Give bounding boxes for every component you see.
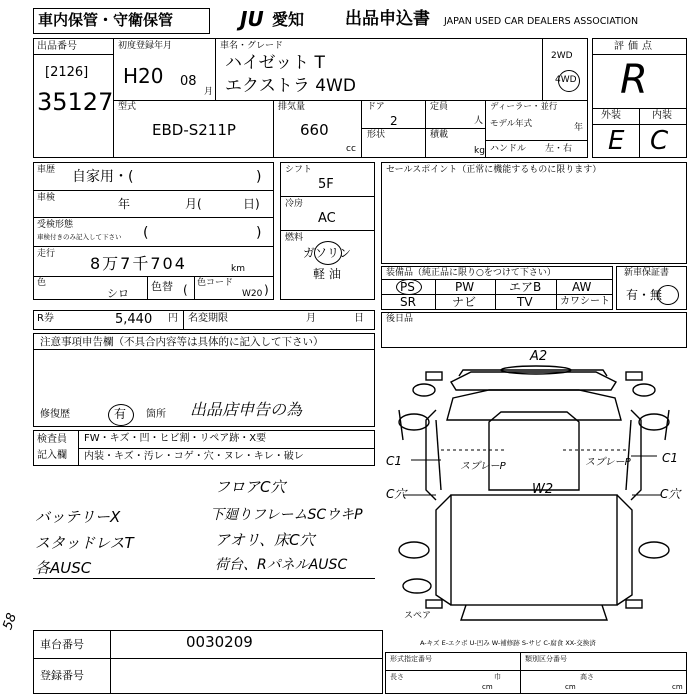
drive-selected-circle: [558, 70, 580, 92]
note-underbody: 下廻りフレームSCウキP: [210, 507, 363, 523]
form-cert-unit-2: cm: [565, 683, 576, 691]
repair-location-label: 箇所: [146, 409, 166, 420]
name-change-label: 名変期限: [188, 313, 228, 324]
inspector-label: 検査員: [37, 434, 67, 445]
history-value: 自家用・(: [72, 169, 134, 185]
inspection-note: 車検付きのみ記入して下さい: [37, 233, 122, 241]
recycle-value: 5,440: [115, 312, 153, 327]
drive-4wd: 4WD: [555, 75, 577, 85]
registration-label: 登録番号: [40, 669, 84, 682]
sales-point-label: セールスポイント（正常に機能するものに限ります）: [386, 165, 602, 175]
repair-value: 有: [114, 407, 127, 421]
color-paren-open: (: [183, 283, 188, 297]
ac-value: AC: [318, 211, 336, 226]
equip-ps: PS: [400, 280, 415, 294]
car-name-label: 車名・グレード: [220, 41, 284, 51]
doors-value: 2: [390, 114, 398, 128]
drive-2wd: 2WD: [551, 51, 573, 61]
color-value: シロ: [107, 287, 129, 300]
sales-point-box: [381, 162, 687, 264]
displacement-unit: cc: [346, 144, 356, 154]
form-cert-label1: 形式指定番号: [390, 655, 432, 663]
diagram-top-mark: A2: [530, 349, 548, 364]
recycle-label: R券: [37, 313, 54, 324]
inspection-close: ): [256, 225, 262, 241]
color-paren-close: ): [264, 283, 269, 297]
shape-label: 形状: [367, 130, 386, 140]
car-name-line2: エクストラ 4WD: [225, 76, 356, 96]
grade-label: 評価点: [614, 41, 656, 52]
fuel-diesel: 軽 油: [313, 267, 341, 281]
chassis-label: 車台番号: [40, 638, 84, 651]
association-name: JAPAN USED CAR DEALERS ASSOCIATION: [444, 16, 639, 27]
warranty-label: 新車保証書: [624, 268, 670, 278]
doors-label: ドア: [367, 102, 385, 112]
equip-aw: AW: [572, 280, 592, 294]
repair-label: 修復歴: [40, 409, 70, 420]
model-value: EBD-S211P: [152, 121, 236, 139]
shaken-day: 日): [243, 197, 260, 211]
note-battery: バッテリーX: [35, 508, 121, 526]
inspector-row2: 内装・キズ・汚レ・コゲ・穴・ヌレ・キレ・破レ: [84, 451, 304, 462]
name-change-day: 日: [354, 313, 364, 324]
model-year-unit: 年: [574, 123, 584, 133]
interior-label: 内装: [652, 110, 672, 121]
side-note: 58: [0, 611, 21, 632]
first-reg-month-unit: 月: [204, 87, 214, 97]
exterior-label: 外装: [601, 110, 621, 121]
notes-label: 注意事項申告欄（不具合内容等は具体的に記入して下さい）: [40, 336, 324, 348]
diagram-spare-label: スペア: [404, 611, 432, 621]
color-label: 色: [37, 278, 47, 288]
mileage-value: 8万7千704: [90, 254, 187, 273]
history-close: ): [256, 169, 262, 185]
equip-sheet: カワシート: [560, 296, 610, 307]
displacement-label: 排気量: [278, 102, 306, 112]
handle-label: ハンドル: [490, 144, 527, 154]
recycle-unit: 円: [168, 313, 178, 324]
form-cert-length: 長さ: [390, 673, 404, 681]
color-code-label: 色コード: [197, 278, 234, 288]
diagram-left-label: スプレーP: [460, 461, 506, 472]
diagram-right-mark: C1: [662, 451, 679, 465]
color-code-value: W20: [242, 289, 263, 299]
repair-location: 出品店申告の為: [190, 400, 303, 419]
lot-label: 出品番号: [37, 41, 77, 52]
shaken-month: 月(: [185, 197, 202, 211]
first-reg-month: 08: [180, 74, 197, 89]
fuel-gas: ガソリン: [303, 246, 352, 260]
exterior-grade: E: [608, 126, 625, 156]
shaken-label: 車検: [37, 193, 56, 203]
grade-value: R: [620, 57, 648, 103]
inspection-open: (: [143, 225, 149, 241]
note-bed: 荷台、RパネルAUSC: [215, 557, 348, 573]
car-name-line1: ハイゼット T: [225, 53, 325, 73]
dealer-label: ディーラー・並行: [490, 102, 558, 112]
note-gate: アオリ、床C穴: [215, 531, 315, 549]
fuel-label: 燃料: [285, 233, 304, 243]
form-cert-height: 高さ: [580, 673, 594, 681]
diagram-center-mark: W2: [532, 482, 554, 497]
equipment-label: 装備品（純正品に限り○をつけて下さい）: [386, 268, 556, 278]
later-date-label: 後日品: [386, 314, 414, 324]
header-title-left: 車内保管・守衛保管: [38, 11, 174, 29]
equip-tv: TV: [517, 295, 533, 309]
capacity-unit: 人: [474, 116, 484, 126]
repair-selected-circle: [108, 404, 134, 426]
note-each: 各AUSC: [35, 559, 92, 577]
diagram-left-hole: C穴: [386, 487, 407, 501]
capacity-label: 定員: [430, 102, 449, 112]
lot-sub-number: [2126]: [45, 65, 89, 80]
form-cert-label2: 類別区分番号: [525, 655, 567, 663]
model-year-label: モデル年式: [490, 119, 533, 129]
mileage-label: 走行: [37, 249, 56, 259]
history-label: 車歴: [37, 165, 56, 175]
diagram-left-mark: C1: [386, 454, 403, 468]
diagram-legend: A-キズ E-エクボ U-凹み W-補修跡 S-サビ C-腐食 XX-交換済: [420, 639, 596, 647]
equip-airbag: エアB: [509, 280, 542, 294]
name-change-month: 月: [306, 313, 316, 324]
shift-label: シフト: [285, 165, 313, 175]
displacement-value: 660: [300, 121, 329, 139]
inspector-row1: FW・キズ・凹・ヒビ割・リペア跡・X要: [84, 433, 267, 444]
warranty-value: 有・無: [626, 288, 663, 302]
diagram-right-label: スプレーP: [585, 457, 631, 468]
equip-sr: SR: [400, 295, 416, 309]
model-label: 型式: [118, 102, 137, 112]
later-date-box: [381, 312, 687, 348]
handle-options: 左・右: [545, 144, 573, 154]
note-studless: スタッドレスT: [35, 534, 134, 552]
fuel-selected-circle: [314, 241, 342, 265]
repaint-label: 色替: [151, 280, 173, 293]
equip-navi: ナビ: [452, 295, 477, 309]
logo-suffix: 愛知: [272, 10, 305, 29]
form-title: 出品申込書: [345, 9, 430, 29]
form-cert-width: 巾: [494, 673, 501, 681]
interior-grade: C: [650, 126, 669, 156]
note-floor-hole: フロアC穴: [215, 478, 286, 496]
inspection-label: 受検形態: [37, 220, 74, 230]
lot-number: 35127: [37, 88, 114, 116]
form-cert-unit-3: cm: [672, 683, 683, 691]
shift-value: 5F: [318, 177, 334, 192]
first-reg-year: H20: [123, 64, 164, 88]
equip-ps-circle: [396, 279, 422, 295]
form-cert-unit-1: cm: [482, 683, 493, 691]
mileage-unit: km: [231, 264, 245, 274]
first-reg-label: 初度登録年月: [118, 41, 173, 51]
shaken-year: 年: [118, 197, 131, 211]
warranty-selected-circle: [657, 285, 679, 305]
load-unit: kg: [474, 146, 485, 156]
chassis-value: 0030209: [186, 633, 253, 651]
load-label: 積載: [430, 130, 449, 140]
equip-pw: PW: [455, 280, 475, 294]
ac-label: 冷房: [285, 199, 304, 209]
diagram-right-hole: C穴: [660, 487, 681, 501]
ju-logo: JU: [240, 7, 264, 31]
inspector-label-2: 記入欄: [37, 450, 67, 461]
